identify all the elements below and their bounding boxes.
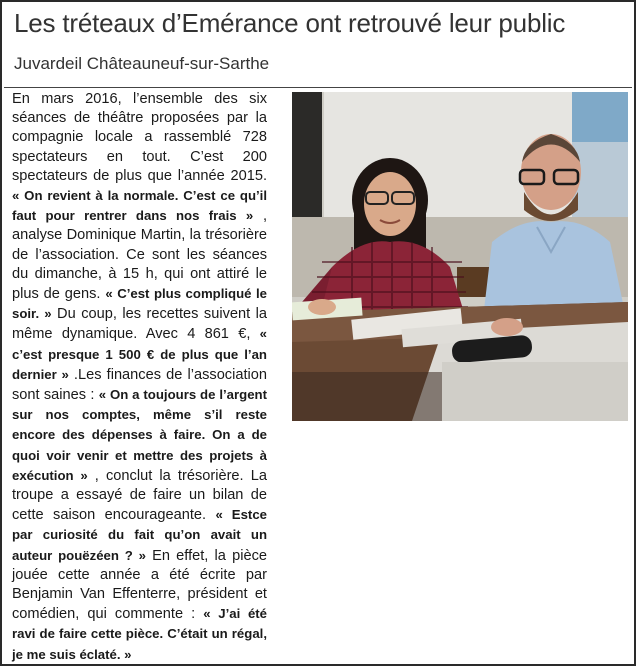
headline: Les tréteaux d’Emérance ont retrouvé leur public bbox=[14, 8, 566, 38]
article-quote: « On a toujours de l’argent sur nos comptes, même s’il reste encore des dépenses à faire. On a de quoi voir venir et mettre des projets à exécution » bbox=[12, 387, 267, 483]
article-text: .Les finances de l’association sont saines : bbox=[12, 366, 267, 404]
article-quote: « On revient à la normale. C’est ce qu’il faut pour rentrer dans nos frais » bbox=[12, 188, 267, 224]
article-quote: « c’est presque 1 500 € de plus que l’an dernier » bbox=[12, 326, 267, 382]
location-subhead: Juvardeil Châteauneuf-sur-Sarthe bbox=[14, 54, 270, 73]
article-text: En mars 2016, l’ensemble des six séances de théâtre proposées par la compagnie locale a rassemblé 728 spectateurs en tout. C’est 200 spectateurs de plus que l’année 2015. bbox=[12, 91, 267, 184]
article-photo bbox=[292, 92, 628, 421]
article-body bbox=[12, 90, 267, 665]
article-quote: « C’est plus compliqué le soir. » bbox=[12, 286, 267, 322]
article-text: , conclut la trésorière. La troupe a essayé de faire un bilan de cette saison encourageante. bbox=[12, 467, 267, 524]
article-quote: « Estce par curiosité du fait qu’on avait un auteur pouëzéen ? » bbox=[12, 507, 267, 563]
article-quote: « J’ai été ravi de faire cette pièce. C’était un régal, je me suis éclaté. » bbox=[12, 606, 268, 662]
article-text: Du coup, les recettes suivent la même dynamique. Avec 4 861 €, bbox=[12, 306, 267, 343]
photo-illustration bbox=[292, 92, 628, 421]
header-divider bbox=[4, 87, 632, 88]
article-text: En effet, la pièce jouée cette année a été écrite par Benjamin Van Effenterre, président et comédien, qui commente : bbox=[12, 547, 267, 623]
article-text: , analyse Dominique Martin, la trésorière de l’association. Ce sont les séances du dimanche, à 15 h, qui ont attiré le plus de gens. bbox=[12, 208, 268, 303]
